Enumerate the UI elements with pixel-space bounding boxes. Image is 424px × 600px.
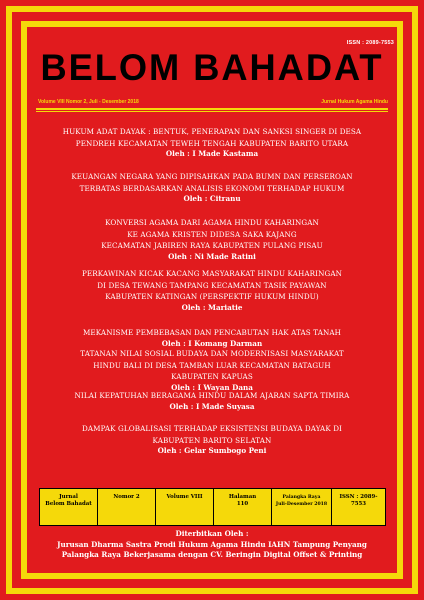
- header-divider: [36, 108, 388, 110]
- article-entry: [36, 327, 388, 349]
- cell-nomor-value: Nomor 2: [113, 494, 140, 500]
- cell-journal-name: Belom Bahadat: [45, 501, 92, 507]
- article-title-line: DAMPAK GLOBALISASI TERHADAP EKSISTENSI BUDAYA DAYAK DI: [81, 424, 342, 433]
- article-title-line: TERBATAS BERDASARKAN ANALISIS EKONOMI TERHADAP HUKUM: [79, 183, 345, 193]
- publisher-heading: Diterbitkan Oleh :: [175, 529, 249, 538]
- cell-issn-value: ISSN : 2089-7553: [339, 494, 378, 507]
- journal-tagline: Jurnal Hukum Agama Hindu: [321, 99, 388, 105]
- article-title-line: KE AGAMA KRISTEN DIDESA SAKA KAJANG: [127, 229, 297, 239]
- header-divider-thin: [36, 111, 388, 112]
- article-title-line: KABUPATEN KAPUAS: [171, 372, 253, 381]
- cell-halaman-value: 110: [236, 501, 249, 507]
- article-author: Oleh : I Made Suyasa: [169, 401, 255, 411]
- article-title-line: KEUANGAN NEGARA YANG DIPISAHKAN PADA BUMN DAN PERSEROAN: [71, 172, 353, 181]
- article-author: Oleh : Gelar Sumbogo Peni: [157, 446, 267, 455]
- cell-date: Juli-Desember 2018: [275, 502, 328, 507]
- article-title-line: NILAI KEPATUHAN BERAGAMA HINDU DALAM AJARAN SAPTA TIMIRA: [74, 391, 350, 400]
- article-title-line: KABUPATEN KATINGAN (PERSPEKTIF HUKUM HINDU): [105, 292, 319, 301]
- cell-volume-value: Volume VIII: [166, 494, 203, 500]
- article-entry: [36, 423, 388, 456]
- article-title-line: TATANAN NILAI SOSIAL BUDAYA DAN MODERNISASI MASYARAKAT: [80, 349, 344, 358]
- article-entry: [36, 348, 388, 393]
- article-entry: [36, 126, 388, 159]
- article-entry: [36, 171, 388, 204]
- publication-info-table: [39, 488, 386, 526]
- cell-volume: [156, 489, 214, 526]
- article-title-line: HUKUM ADAT DAYAK : BENTUK, PENERAPAN DAN SANKSI SINGER DI DESA: [62, 127, 362, 136]
- article-title-line: KECAMATAN JABIREN RAYA KABUPATEN PULANG PISAU: [101, 241, 323, 250]
- article-title-line: KABUPATEN BARITO SELATAN: [152, 435, 272, 445]
- issn-label: ISSN : 2089-7553: [346, 40, 394, 46]
- publisher-line: Jurusan Dharma Sastra Prodi Hukum Agama Hindu IAHN Tampung Penyang: [57, 539, 367, 549]
- article-entry: [36, 217, 388, 262]
- article-author: Oleh : Mariatie: [181, 302, 243, 312]
- journal-title: BELOM BAHADAT: [40, 47, 384, 88]
- article-title-line: HINDU BALI DI DESA TAMBAN LUAR KECAMATAN BATAGUH: [93, 360, 331, 370]
- cell-place-date: [272, 489, 332, 526]
- cell-issn: [332, 489, 386, 526]
- cell-halaman-label: Halaman: [228, 494, 257, 500]
- article-title-line: PENDREH KECAMATAN TEWEH TENGAH KABUPATEN BARITO UTARA: [75, 138, 349, 148]
- publisher-line: Palangka Raya Bekerjasama dengan CV. Beringin Digital Offset & Printing: [61, 550, 363, 559]
- article-author: Oleh : Ni Made Ratini: [168, 251, 256, 261]
- cell-nomor: [98, 489, 156, 526]
- article-title-line: MEKANISME PEMBEBASAN DAN PENCABUTAN HAK ATAS TANAH: [82, 328, 342, 337]
- article-author: Oleh : I Komang Darman: [161, 338, 263, 348]
- article-entry: [36, 390, 388, 412]
- article-title-line: KONVERSI AGAMA DARI AGAMA HINDU KAHARINGAN: [105, 218, 319, 227]
- article-title-line: DI DESA TEWANG TAMPANG KECAMATAN TASIK PAYAWAN: [97, 280, 327, 290]
- article-entry: [36, 268, 388, 313]
- article-author: Oleh : Citranu: [183, 194, 241, 203]
- article-title-line: PERKAWINAN KICAK KACANG MASYARAKAT HINDU KAHARINGAN: [81, 269, 343, 278]
- cell-journal-label: Jurnal: [59, 494, 78, 500]
- cell-journal: [40, 489, 98, 526]
- article-author: Oleh : I Made Kastama: [165, 149, 259, 158]
- volume-line: Volume VIII Nomor 2, Juli - Desember 2018: [38, 99, 139, 105]
- cell-halaman: [214, 489, 272, 526]
- cell-place: Palangka Raya: [282, 495, 321, 500]
- article-author: Oleh : I Wayan Dana: [171, 382, 253, 392]
- publisher-block: [36, 529, 388, 561]
